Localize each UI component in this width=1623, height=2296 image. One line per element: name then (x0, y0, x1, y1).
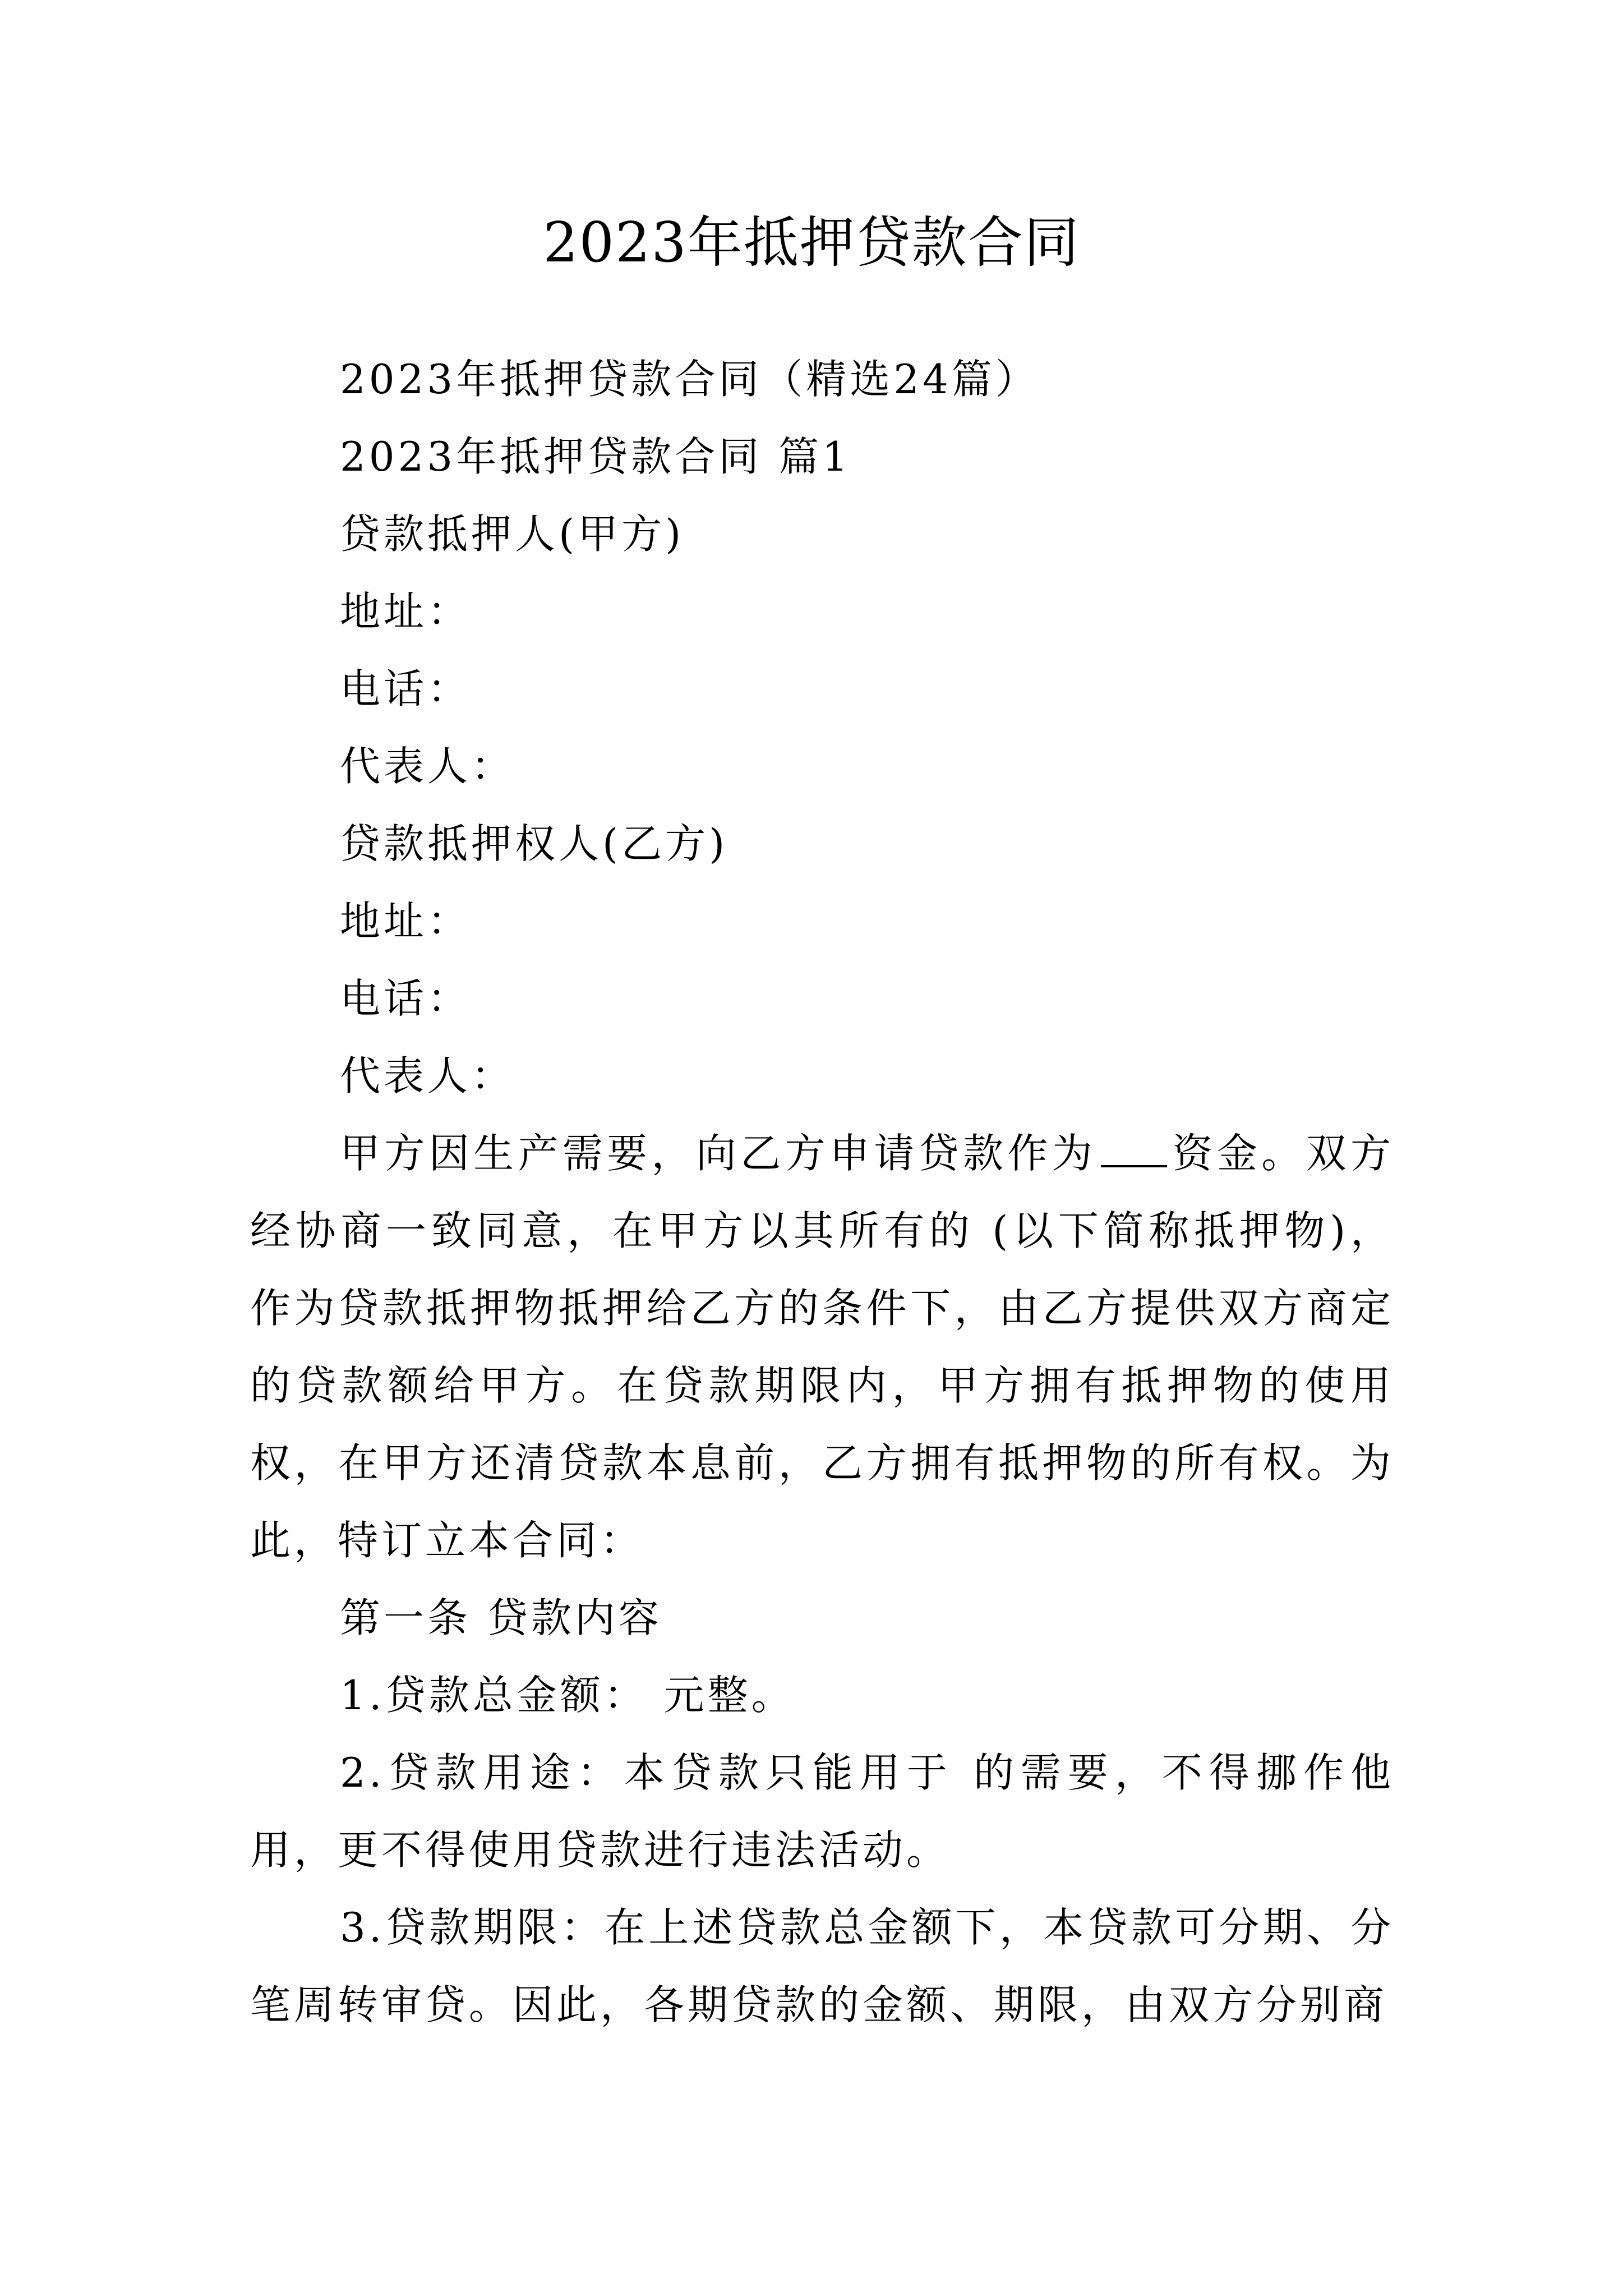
subtitle: 2023年抵押贷款合同（精选24篇） (340, 356, 1039, 403)
party-a-address: 地址： (340, 588, 472, 635)
preamble-paragraph (250, 1115, 1394, 1579)
article-1-item-2: 2.贷款用途：本贷款只能用于 的需要，不得挪作他用，更不得使用贷款进行违法活动。 (250, 1749, 1394, 1874)
party-b-label: 贷款抵押权人(乙方) (340, 820, 728, 867)
party-b-phone: 电话： (340, 975, 472, 1022)
article-1-item-1: 1.贷款总金额： 元整。 (340, 1672, 795, 1719)
preamble-part-1: 甲方因生产需要，向乙方申请贷款作为 (340, 1130, 1097, 1177)
article-1-heading: 第一条 贷款内容 (340, 1594, 662, 1641)
party-b-address: 地址： (340, 898, 472, 945)
document-body (250, 341, 1394, 2044)
preamble-part-2: 资金。双方经协商一致同意，在甲方以其所有的 (以下简称抵押物)，作为贷款抵押物抵押给乙方的条件下，由乙方提供双方商定的贷款额给甲方。在贷款期限内，甲方拥有抵押物的使用权，在甲方还清贷款本息前，乙方拥有抵押物的所有权。为此，特订立本合同： (250, 1130, 1394, 1564)
party-a-representative: 代表人： (340, 743, 515, 790)
party-b-representative: 代表人： (340, 1052, 515, 1099)
party-a-phone: 电话： (340, 665, 472, 712)
document-title: 2023年抵押贷款合同 (543, 211, 1080, 275)
fill-in-blank (1101, 1129, 1167, 1167)
section-heading: 2023年抵押贷款合同 篇1 (340, 433, 851, 480)
party-a-label: 贷款抵押人(甲方) (340, 510, 685, 558)
article-1-item-3: 3.贷款期限：在上述贷款总金额下，本贷款可分期、分笔周转审贷。因此，各期贷款的金额、期限，由双方分别商 (250, 1904, 1394, 2028)
